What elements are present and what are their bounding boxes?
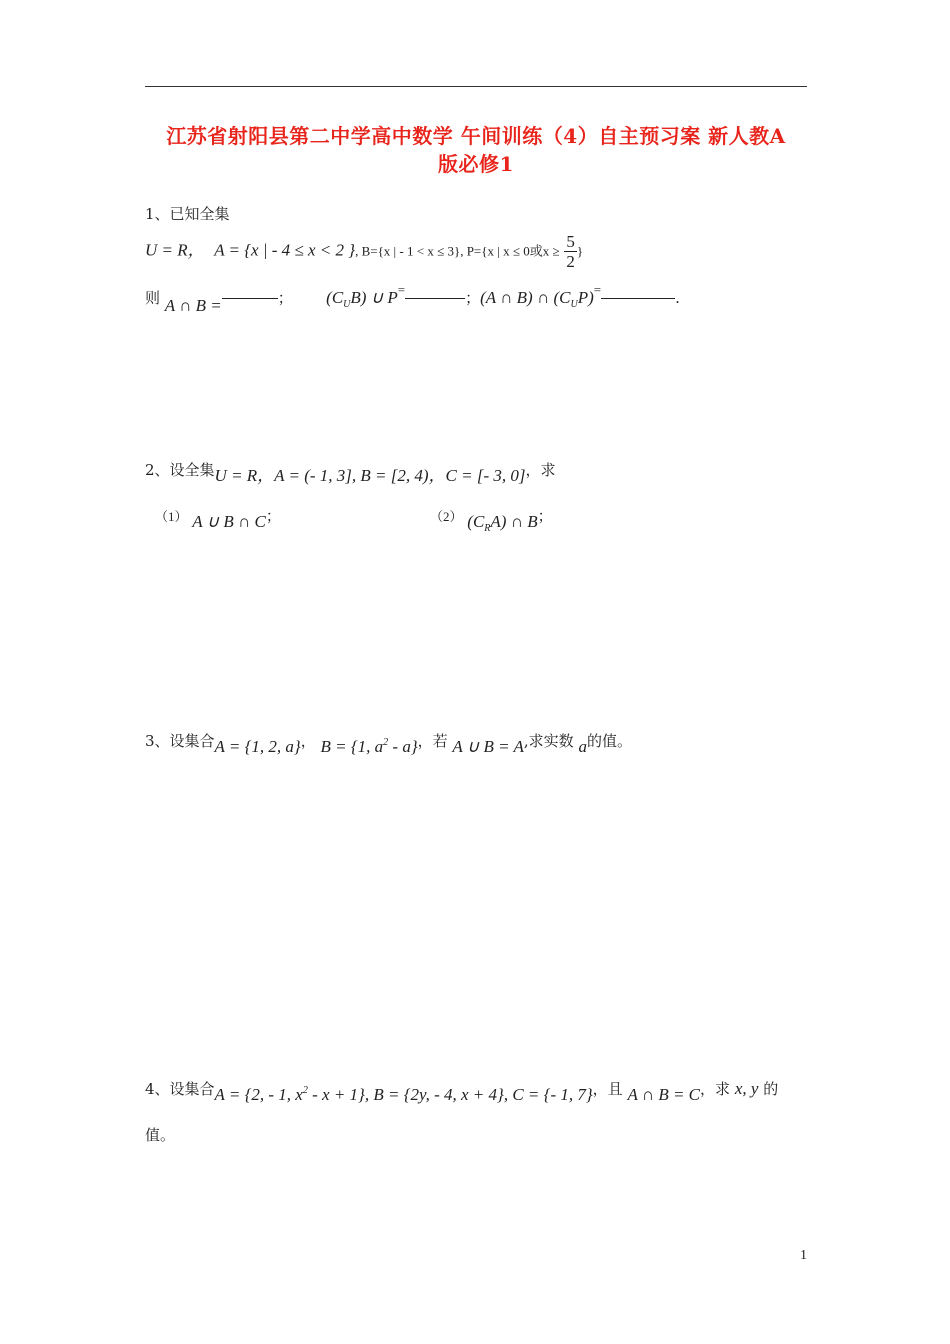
q3-set-b: B = {1, $a^2 - a$} bbox=[320, 737, 418, 756]
q1-set-b: , B={x | - 1 < x ≤ 3} bbox=[355, 243, 461, 259]
q4-line-2: 值。 bbox=[145, 1126, 176, 1144]
q4-set-a: A = {2, - 1, $x^2 - x + 1$} bbox=[214, 1085, 365, 1104]
document-title bbox=[140, 122, 812, 178]
q1-sep-2: ； bbox=[465, 289, 481, 307]
q4-set-b: , B = {2y, - 4, x + 4} bbox=[364, 1085, 504, 1104]
q1-expr-1: A ∩ B = bbox=[164, 296, 222, 315]
q1-set-a: A = {x | - 4 ≤ x < 2 } bbox=[214, 240, 356, 260]
q1-expr-2: $(C_UB)$ ∪ P bbox=[326, 288, 398, 310]
q4-condition: A ∩ B = C bbox=[627, 1085, 701, 1104]
q1-questions bbox=[145, 282, 680, 315]
page-number: 1 bbox=[800, 1248, 807, 1263]
q1-fraction bbox=[564, 232, 577, 271]
q2-ask: ，求 bbox=[525, 461, 556, 479]
q2-p1-end: ； bbox=[265, 507, 281, 525]
q2-conditions: U = R，A = (- 1, 3], B = [2, 4)，C = [- 3, 0] bbox=[214, 466, 526, 485]
q3-heading: 3、设集合 bbox=[145, 732, 215, 750]
q3-var: a bbox=[578, 737, 587, 756]
q1-blank-1[interactable] bbox=[222, 298, 278, 299]
q4-ask: ，求 bbox=[700, 1080, 731, 1098]
q3-if: ，若 bbox=[417, 732, 448, 750]
title-line-2: 版必修1 bbox=[438, 152, 514, 176]
q2-part-2 bbox=[430, 505, 553, 534]
q3-sep: ， bbox=[300, 732, 316, 750]
q2-statement bbox=[145, 455, 556, 485]
q3-statement bbox=[145, 730, 632, 756]
q3-set-a: A = {1, 2, a} bbox=[214, 737, 301, 756]
q1-set-p-end: } bbox=[576, 243, 584, 259]
q1-expr-3: (A ∩ B) ∩ $(C_UP)$ bbox=[480, 288, 594, 310]
q3-condition: A ∪ B = A bbox=[452, 737, 524, 756]
q1-conditions bbox=[145, 232, 583, 271]
q4-statement bbox=[145, 1078, 779, 1104]
q2-heading: 2、设全集 bbox=[145, 461, 215, 479]
q2-part-1 bbox=[155, 505, 281, 531]
q2-p2-expr: $(C_RA)$ ∩ B bbox=[467, 512, 538, 534]
q1-blank-2[interactable] bbox=[405, 298, 465, 299]
q1-blank-3[interactable] bbox=[601, 298, 675, 299]
q4-heading: 4、设集合 bbox=[145, 1080, 215, 1098]
q1-universal: U = R， bbox=[145, 240, 205, 260]
q1-then: 则 bbox=[145, 289, 161, 307]
q3-ask: ,求实数 bbox=[523, 732, 574, 750]
q1-frac-num: 5 bbox=[566, 232, 575, 251]
q2-p1-label: （1） bbox=[155, 509, 188, 524]
q4-vars: x, y bbox=[734, 1079, 759, 1098]
q3-end: 的值。 bbox=[586, 732, 632, 750]
q4-end: 的 bbox=[763, 1080, 779, 1098]
q1-eq-3: = bbox=[593, 282, 602, 297]
title-line-1: 江苏省射阳县第二中学高中数学 午间训练（4）自主预习案 新人教A bbox=[166, 124, 786, 148]
header-rule bbox=[145, 86, 807, 87]
q1-eq-2: = bbox=[397, 282, 406, 297]
q2-p1-expr: A ∪ B ∩ C bbox=[192, 512, 266, 531]
q1-end: . bbox=[675, 289, 680, 307]
q4-set-c: , C = {- 1, 7} bbox=[503, 1085, 593, 1104]
q2-p2-label: （2） bbox=[430, 509, 463, 524]
q4-and: ，且 bbox=[592, 1080, 623, 1098]
q1-set-p: , P={x | x ≤ 0或x ≥ bbox=[460, 243, 560, 259]
q1-heading: 1、已知全集 bbox=[145, 205, 230, 223]
q1-sep-1: ； bbox=[277, 289, 293, 307]
q1-frac-den: 2 bbox=[566, 252, 575, 271]
q2-p2-end: ； bbox=[537, 507, 553, 525]
